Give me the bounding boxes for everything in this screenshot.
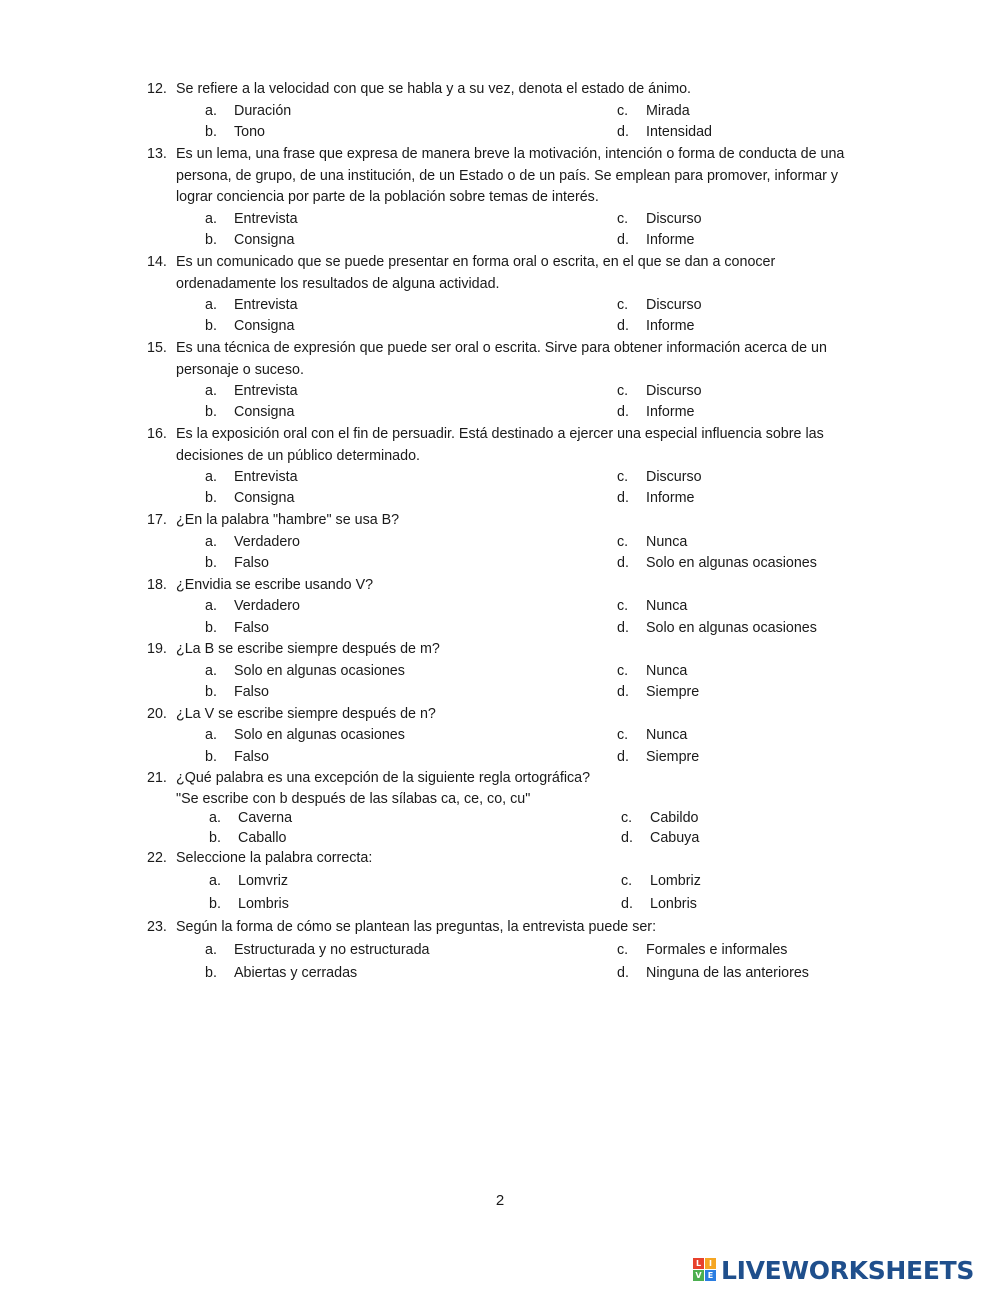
option-12-b[interactable] — [205, 122, 265, 144]
option-text: Discurso — [646, 211, 702, 227]
option-15-a[interactable] — [205, 381, 298, 403]
option-23-b[interactable] — [205, 963, 357, 985]
option-letter: a. — [205, 598, 217, 614]
option-letter: b. — [205, 318, 217, 334]
option-21-a[interactable] — [209, 808, 292, 830]
question-text: ¿La V se escribe siempre después de n? — [176, 706, 436, 722]
option-text: Verdadero — [234, 534, 300, 550]
option-13-d[interactable] — [617, 230, 694, 252]
question-text: Es un comunicado que se puede presentar en forma oral o escrita, en el que se dan a conocer ordenadamente los resultados de alguna actividad. — [176, 254, 776, 292]
question-23 — [147, 917, 877, 939]
question-text: Según la forma de cómo se plantean las preguntas, la entrevista puede ser: — [176, 919, 657, 935]
option-letter: d. — [617, 749, 629, 765]
option-text: Falso — [234, 620, 269, 636]
option-letter: a. — [205, 534, 217, 550]
option-text: Entrevista — [234, 383, 298, 399]
question-number: 16. — [147, 426, 167, 442]
option-letter: b. — [205, 232, 217, 248]
option-text: Lombriz — [650, 873, 701, 889]
option-letter: d. — [617, 318, 629, 334]
option-letter: c. — [617, 469, 629, 485]
option-text: Discurso — [646, 297, 702, 313]
question-12 — [147, 79, 877, 101]
question-number: 17. — [147, 512, 167, 528]
option-16-d[interactable] — [617, 488, 694, 510]
option-22-a[interactable] — [209, 871, 288, 893]
option-21-c[interactable] — [621, 808, 698, 830]
option-19-d[interactable] — [617, 682, 699, 704]
option-13-a[interactable] — [205, 209, 298, 231]
option-text: Solo en algunas ocasiones — [646, 620, 817, 636]
brand-name: LIVEWORKSHEETS — [721, 1255, 975, 1285]
option-letter: a. — [205, 297, 217, 313]
option-19-a[interactable] — [205, 661, 405, 683]
question-19 — [147, 639, 877, 661]
option-letter: d. — [621, 896, 633, 912]
option-text: Lomvriz — [238, 873, 289, 889]
option-letter: a. — [209, 810, 221, 826]
option-text: Formales e informales — [646, 942, 788, 958]
option-16-a[interactable] — [205, 467, 298, 489]
option-text: Nunca — [646, 727, 688, 743]
logo-letter: E — [705, 1270, 716, 1281]
option-letter: c. — [621, 873, 633, 889]
option-letter: c. — [617, 534, 629, 550]
question-text: Es la exposición oral con el fin de persuadir. Está destinado a ejercer una especial influencia sobre las decisiones de un público determinado. — [176, 426, 824, 464]
liveworksheets-logo-icon — [693, 1258, 717, 1282]
option-letter: a. — [205, 383, 217, 399]
option-letter: b. — [209, 830, 221, 846]
option-letter: c. — [617, 383, 629, 399]
page-number: 2 — [495, 1192, 505, 1209]
option-17-a[interactable] — [205, 532, 300, 554]
option-text: Lonbris — [650, 896, 697, 912]
option-text: Consigna — [234, 232, 295, 248]
logo-letter: V — [693, 1270, 704, 1281]
option-text: Informe — [646, 232, 695, 248]
option-letter: d. — [617, 620, 629, 636]
option-letter: c. — [617, 103, 629, 119]
option-letter: b. — [205, 684, 217, 700]
option-letter: c. — [617, 211, 629, 227]
option-19-c[interactable] — [617, 661, 687, 683]
option-text: Tono — [234, 124, 266, 140]
question-text: ¿En la palabra "hambre" se usa B? — [176, 512, 400, 528]
option-text: Cabildo — [650, 810, 699, 826]
question-13 — [147, 144, 877, 209]
option-text: Discurso — [646, 383, 702, 399]
question-number: 13. — [147, 146, 167, 162]
option-text: Abiertas y cerradas — [234, 965, 358, 981]
option-letter: c. — [621, 810, 633, 826]
option-letter: c. — [617, 598, 629, 614]
option-text: Ninguna de las anteriores — [646, 965, 809, 981]
question-text: Seleccione la palabra correcta: — [176, 850, 373, 866]
option-text: Entrevista — [234, 469, 298, 485]
option-letter: d. — [617, 404, 629, 420]
question-18 — [147, 575, 877, 597]
question-14 — [147, 252, 877, 295]
option-letter: b. — [209, 896, 221, 912]
option-text: Siempre — [646, 749, 700, 765]
logo-letter: I — [705, 1258, 716, 1269]
question-number: 19. — [147, 641, 167, 657]
option-23-c[interactable] — [617, 940, 787, 962]
option-21-d[interactable] — [621, 828, 699, 850]
option-text: Entrevista — [234, 297, 298, 313]
option-text: Solo en algunas ocasiones — [646, 555, 817, 571]
liveworksheets-brand[interactable] — [693, 1256, 974, 1284]
option-text: Entrevista — [234, 211, 298, 227]
question-text: ¿La B se escribe siempre después de m? — [176, 641, 440, 657]
option-15-b[interactable] — [205, 402, 294, 424]
option-letter: a. — [205, 942, 217, 958]
option-text: Nunca — [646, 663, 688, 679]
question-number: 14. — [147, 254, 167, 270]
option-18-c[interactable] — [617, 596, 687, 618]
option-letter: c. — [617, 663, 629, 679]
option-letter: d. — [617, 124, 629, 140]
option-letter: b. — [205, 124, 217, 140]
option-text: Nunca — [646, 598, 688, 614]
option-18-b[interactable] — [205, 618, 269, 640]
option-text: Falso — [234, 555, 269, 571]
option-letter: d. — [617, 232, 629, 248]
option-letter: d. — [617, 555, 629, 571]
option-letter: b. — [205, 749, 217, 765]
option-19-b[interactable] — [205, 682, 269, 704]
option-letter: b. — [205, 965, 217, 981]
option-18-a[interactable] — [205, 596, 300, 618]
option-20-a[interactable] — [205, 725, 405, 747]
logo-letter: L — [693, 1258, 704, 1269]
question-text: ¿Envidia se escribe usando V? — [176, 577, 374, 593]
option-15-d[interactable] — [617, 402, 694, 424]
option-text: Nunca — [646, 534, 688, 550]
question-22 — [147, 848, 877, 870]
question-number: 15. — [147, 340, 167, 356]
option-12-d[interactable] — [617, 122, 712, 144]
option-14-a[interactable] — [205, 295, 298, 317]
option-text: Informe — [646, 404, 695, 420]
question-number: 23. — [147, 919, 167, 935]
option-14-d[interactable] — [617, 316, 694, 338]
option-21-b[interactable] — [209, 828, 286, 850]
option-text: Falso — [234, 684, 269, 700]
option-text: Consigna — [234, 404, 295, 420]
option-text: Consigna — [234, 318, 295, 334]
option-letter: b. — [205, 490, 217, 506]
option-text: Lombris — [238, 896, 289, 912]
option-letter: d. — [617, 684, 629, 700]
option-letter: d. — [617, 965, 629, 981]
option-letter: c. — [617, 942, 629, 958]
option-12-a[interactable] — [205, 101, 291, 123]
option-14-b[interactable] — [205, 316, 294, 338]
option-letter: a. — [205, 469, 217, 485]
option-text: Solo en algunas ocasiones — [234, 663, 405, 679]
option-letter: d. — [621, 830, 633, 846]
option-letter: a. — [209, 873, 221, 889]
option-12-c[interactable] — [617, 101, 690, 123]
option-text: Consigna — [234, 490, 295, 506]
question-16 — [147, 424, 877, 467]
question-number: 18. — [147, 577, 167, 593]
option-16-c[interactable] — [617, 467, 702, 489]
option-13-c[interactable] — [617, 209, 702, 231]
option-text: Falso — [234, 749, 269, 765]
option-15-c[interactable] — [617, 381, 702, 403]
option-letter: a. — [205, 727, 217, 743]
option-letter: a. — [205, 211, 217, 227]
option-text: Informe — [646, 490, 695, 506]
option-text: Cabuya — [650, 830, 700, 846]
option-14-c[interactable] — [617, 295, 702, 317]
question-17 — [147, 510, 877, 532]
question-number: 20. — [147, 706, 167, 722]
option-text: Caverna — [238, 810, 293, 826]
option-17-b[interactable] — [205, 553, 269, 575]
option-letter: c. — [617, 727, 629, 743]
question-subtext: "Se escribe con b después de las sílabas ca, ce, co, cu" — [176, 791, 531, 807]
option-text: Siempre — [646, 684, 700, 700]
option-23-a[interactable] — [205, 940, 430, 962]
option-17-d[interactable] — [617, 553, 817, 575]
option-text: Solo en algunas ocasiones — [234, 727, 405, 743]
question-text: Es un lema, una frase que expresa de manera breve la motivación, intención o forma de conducta de una persona, de grupo, de una institución, de un Estado o de un país. Se emplean para promover, informar y lograr conciencia por parte de la población sobre temas de interés. — [176, 146, 845, 205]
question-text: Se refiere a la velocidad con que se habla y a su vez, denota el estado de ánimo. — [176, 81, 692, 97]
option-20-b[interactable] — [205, 747, 269, 769]
option-text: Duración — [234, 103, 292, 119]
option-letter: c. — [617, 297, 629, 313]
question-text: Es una técnica de expresión que puede ser oral o escrita. Sirve para obtener información acerca de un personaje o suceso. — [176, 340, 827, 378]
option-letter: b. — [205, 404, 217, 420]
option-22-d[interactable] — [621, 894, 697, 916]
question-15 — [147, 338, 877, 381]
option-13-b[interactable] — [205, 230, 294, 252]
option-text: Verdadero — [234, 598, 300, 614]
question-number: 21. — [147, 770, 167, 786]
option-text: Intensidad — [646, 124, 712, 140]
option-17-c[interactable] — [617, 532, 687, 554]
option-letter: b. — [205, 620, 217, 636]
option-letter: a. — [205, 663, 217, 679]
question-21 — [147, 768, 877, 790]
option-letter: a. — [205, 103, 217, 119]
option-22-b[interactable] — [209, 894, 289, 916]
option-18-d[interactable] — [617, 618, 817, 640]
question-number: 22. — [147, 850, 167, 866]
option-text: Informe — [646, 318, 695, 334]
option-22-c[interactable] — [621, 871, 701, 893]
option-text: Discurso — [646, 469, 702, 485]
option-text: Mirada — [646, 103, 690, 119]
question-number: 12. — [147, 81, 167, 97]
question-20 — [147, 704, 877, 726]
option-letter: d. — [617, 490, 629, 506]
option-20-c[interactable] — [617, 725, 687, 747]
option-letter: b. — [205, 555, 217, 571]
question-text: ¿Qué palabra es una excepción de la siguiente regla ortográfica? — [176, 770, 591, 786]
option-20-d[interactable] — [617, 747, 699, 769]
option-text: Estructurada y no estructurada — [234, 942, 430, 958]
option-16-b[interactable] — [205, 488, 294, 510]
option-23-d[interactable] — [617, 963, 809, 985]
option-text: Caballo — [238, 830, 287, 846]
